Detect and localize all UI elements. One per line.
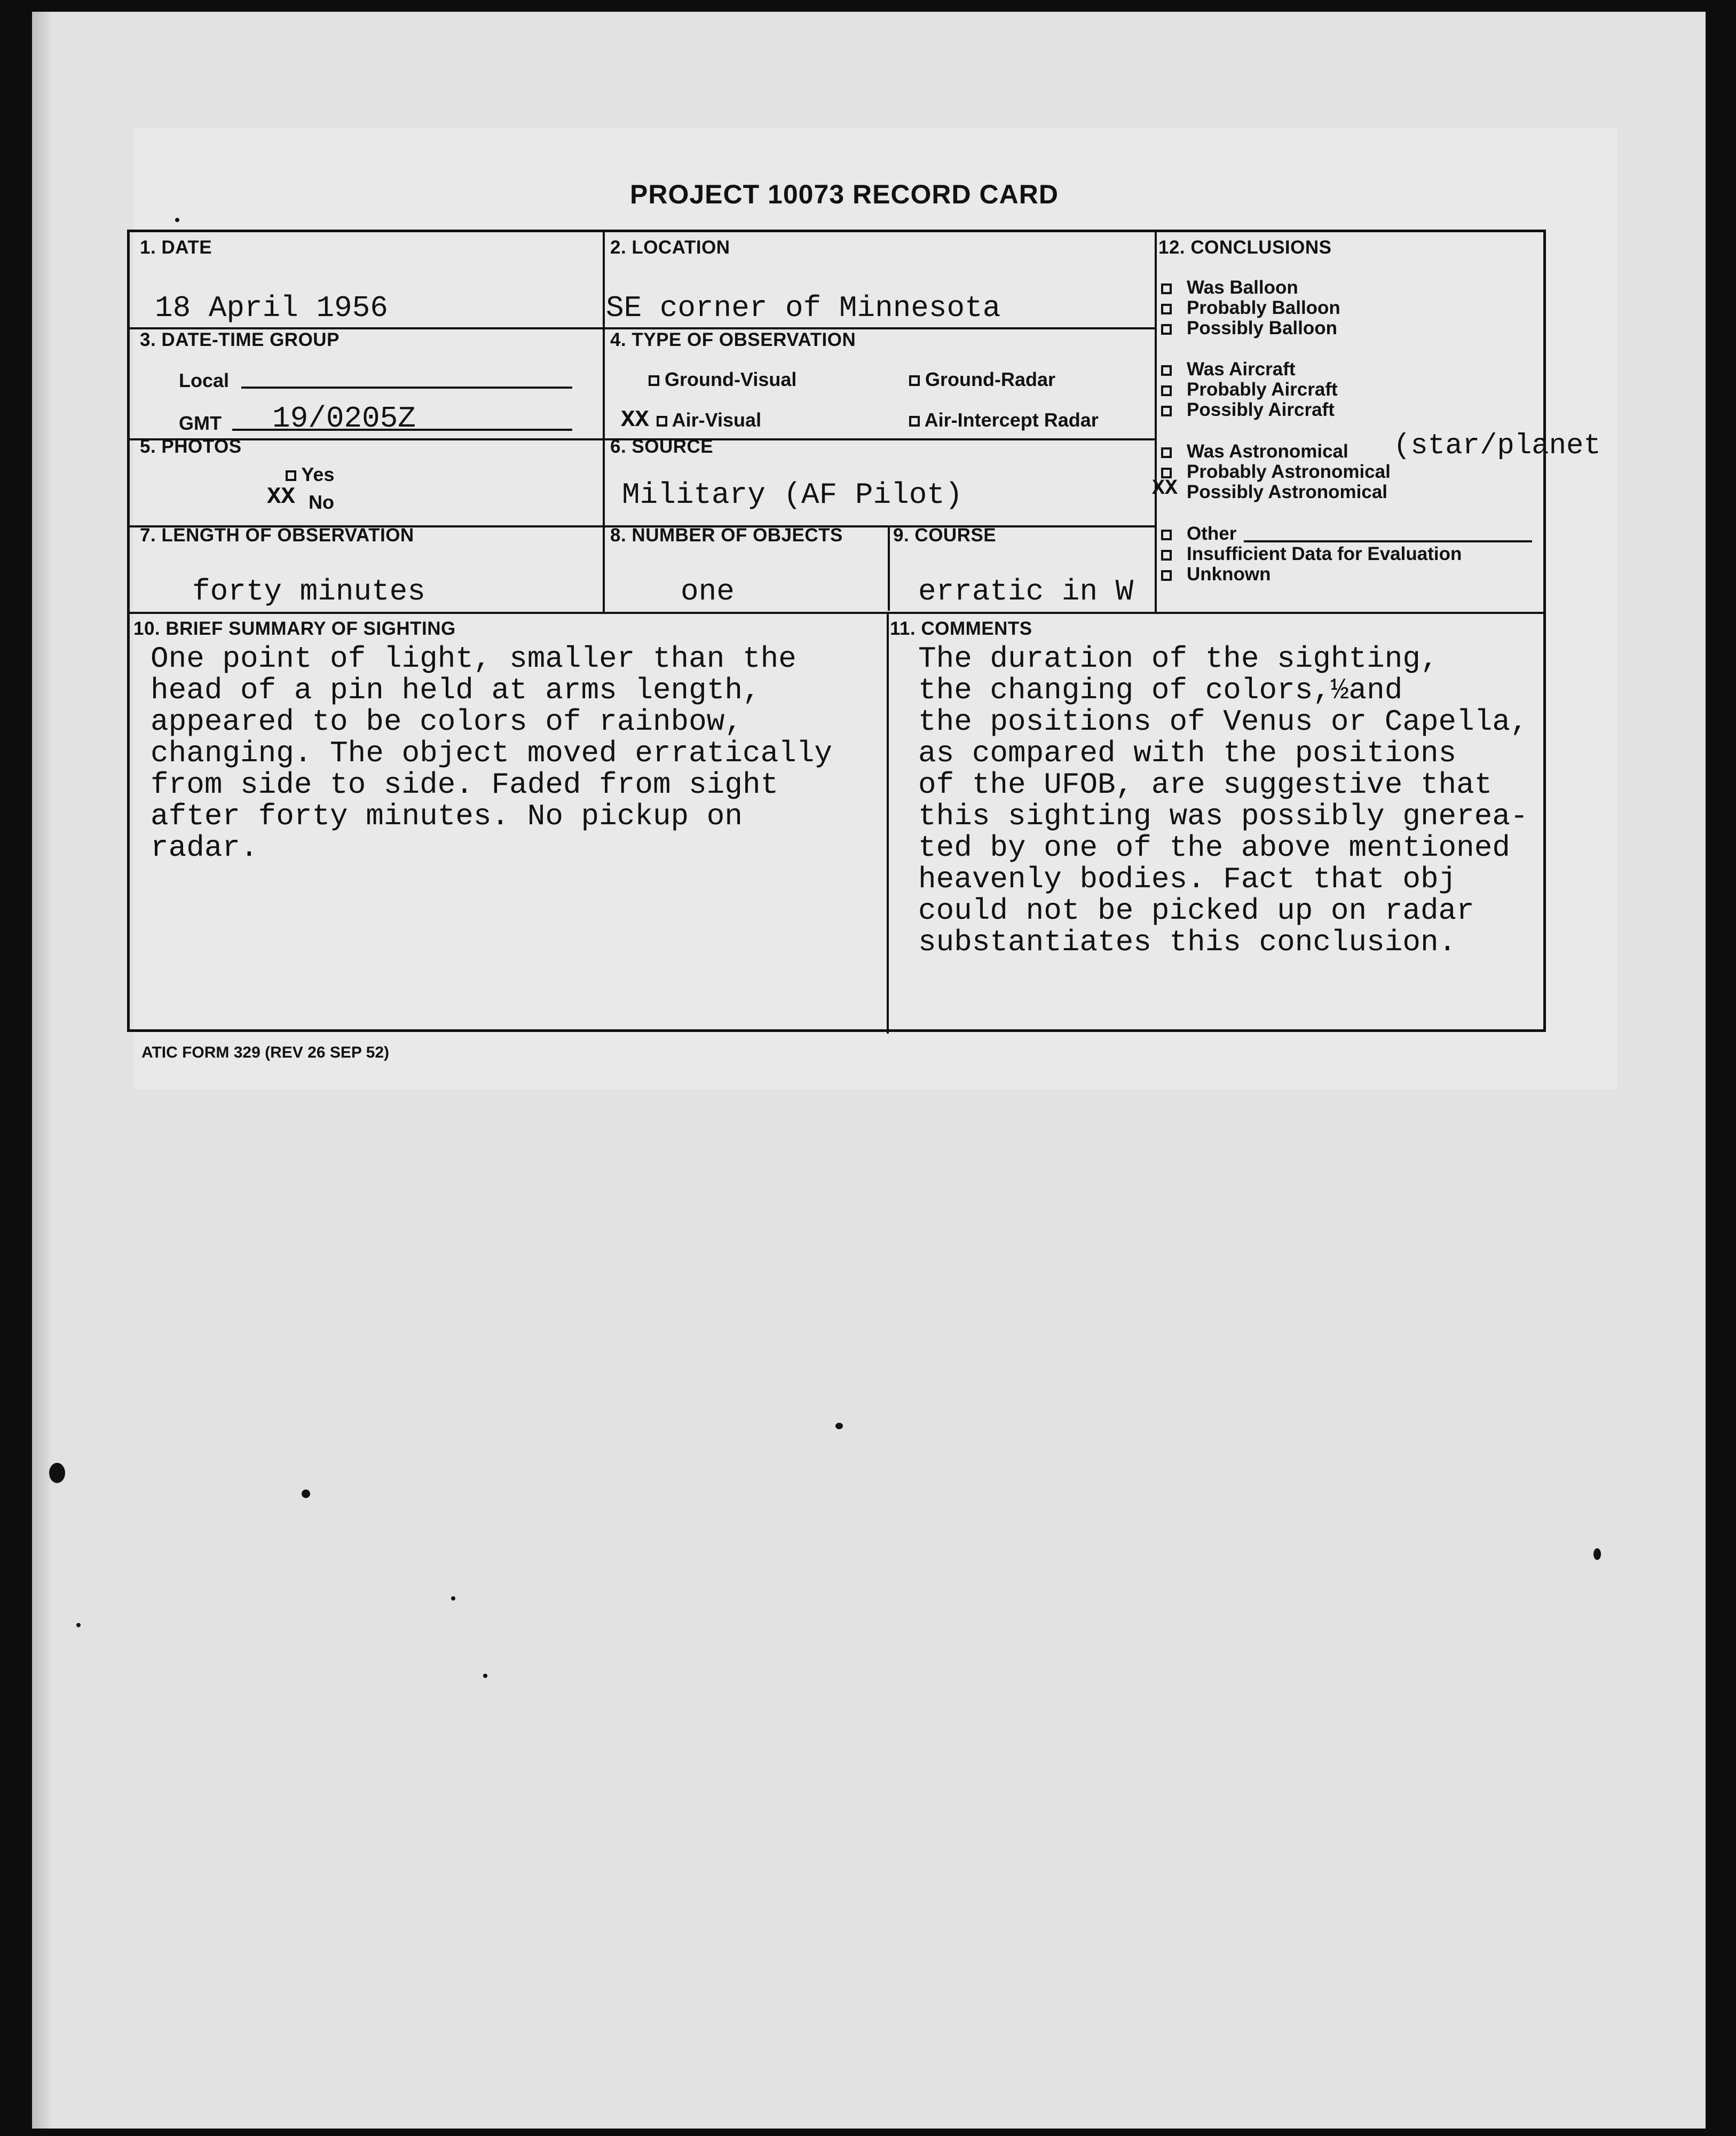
gmt-value: 19/0205Z: [272, 401, 416, 436]
checkbox: [1161, 570, 1172, 581]
checkbox: [909, 375, 920, 386]
speck: [483, 1674, 487, 1678]
comments-label: 11. COMMENTS: [890, 618, 1032, 639]
checkbox: [1161, 447, 1172, 458]
speck: [302, 1489, 310, 1498]
conclusion-possibly-aircraft: Possibly Aircraft: [1161, 400, 1335, 420]
other-field-line: [1244, 540, 1532, 542]
conclusion-probably-aircraft: Probably Aircraft: [1161, 380, 1338, 400]
conclusion-was-astronomical: Was Astronomical: [1161, 442, 1348, 462]
checkbox: [1161, 385, 1172, 396]
conclusion-unknown: Unknown: [1161, 564, 1271, 585]
air-visual-mark: XX: [621, 407, 649, 433]
course-value: erratic in W: [918, 574, 1134, 609]
conclusion-probably-astronomical: Probably Astronomical: [1161, 462, 1391, 482]
checkbox: [649, 375, 659, 386]
conclusions-label: 12. CONCLUSIONS: [1158, 237, 1332, 258]
checkbox: [1161, 365, 1172, 376]
divider: [130, 612, 1544, 614]
length-label: 7. LENGTH OF OBSERVATION: [140, 525, 414, 546]
ground-visual-option: Ground-Visual: [649, 368, 796, 391]
divider: [603, 232, 605, 612]
local-label: Local: [179, 369, 230, 391]
checkbox: [1161, 283, 1172, 294]
date-label: 1. DATE: [140, 237, 212, 258]
conclusion-possibly-balloon: Possibly Balloon: [1161, 318, 1337, 338]
comments-text: The duration of the sighting, the changing of colors,½and the positions of Venus or Capella, as compared with the positions of the UFOB, are suggestive that this sighting was possibly gnerea- ted by one of the above mentioned heavenly bodies. Fact that obj could not be picked up on radar substantiates this conclusion.: [918, 642, 1528, 959]
location-label: 2. LOCATION: [610, 237, 730, 258]
speck: [49, 1463, 65, 1483]
local-field-line: [241, 387, 572, 389]
speck: [451, 1596, 455, 1601]
air-intercept-option: Air-Intercept Radar: [909, 409, 1099, 431]
astronomical-note: (star/planet: [1393, 430, 1601, 462]
date-value: 18 April 1956: [155, 291, 388, 325]
speck: [76, 1623, 81, 1627]
checkbox: [657, 416, 667, 427]
checkbox: [1161, 324, 1172, 335]
checkbox: [1161, 304, 1172, 314]
photos-no-option: No: [309, 491, 334, 513]
objects-value: one: [681, 574, 735, 609]
checkbox: [1161, 550, 1172, 561]
photos-label: 5. PHOTOS: [140, 436, 242, 457]
checkbox: [1161, 406, 1172, 416]
possibly-astronomical-mark: XX: [1152, 477, 1178, 501]
location-value: SE corner of Minnesota: [606, 291, 1001, 325]
card-title: PROJECT 10073 RECORD CARD: [630, 179, 1059, 209]
conclusion-insufficient: Insufficient Data for Evaluation: [1161, 544, 1462, 564]
dtg-label: 3. DATE-TIME GROUP: [140, 329, 340, 350]
source-label: 6. SOURCE: [610, 436, 714, 457]
checkbox: [286, 470, 296, 481]
photos-yes-option: Yes: [286, 463, 334, 486]
form-identifier: ATIC FORM 329 (REV 26 SEP 52): [141, 1044, 390, 1061]
conclusion-other: Other: [1161, 524, 1236, 544]
summary-text: One point of light, smaller than the head of a pin held at arms length, appeared to be colors of rainbow, changing. The object moved erratically from side to side. Faded from sight after forty minutes. No pickup on radar.: [151, 642, 833, 865]
divider: [887, 612, 889, 1034]
divider: [1155, 232, 1157, 612]
conclusion-possibly-astronomical: Possibly Astronomical: [1187, 482, 1388, 502]
gmt-label: GMT: [179, 412, 222, 434]
objects-label: 8. NUMBER OF OBJECTS: [610, 525, 843, 546]
source-value: Military (AF Pilot): [622, 478, 963, 512]
course-label: 9. COURSE: [893, 525, 997, 546]
observation-type-label: 4. TYPE OF OBSERVATION: [610, 329, 856, 350]
speck: [175, 218, 179, 222]
length-value: forty minutes: [192, 574, 425, 609]
air-visual-option: Air-Visual: [657, 409, 761, 431]
checkbox: [909, 416, 920, 427]
conclusion-was-balloon: Was Balloon: [1161, 278, 1298, 298]
speck: [1593, 1548, 1601, 1560]
checkbox: [1161, 530, 1172, 540]
ground-radar-option: Ground-Radar: [909, 368, 1055, 391]
photos-no-mark: XX: [267, 484, 295, 510]
speck: [835, 1423, 843, 1429]
conclusion-was-aircraft: Was Aircraft: [1161, 359, 1296, 380]
conclusion-probably-balloon: Probably Balloon: [1161, 298, 1340, 318]
summary-label: 10. BRIEF SUMMARY OF SIGHTING: [133, 618, 456, 639]
divider: [888, 525, 890, 611]
